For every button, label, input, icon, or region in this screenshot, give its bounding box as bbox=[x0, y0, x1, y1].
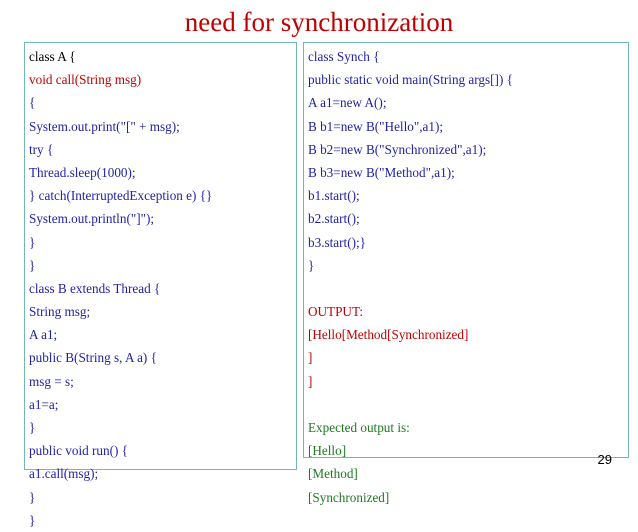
slide-title: need for synchronization bbox=[184, 7, 454, 37]
code-line: } catch(InterruptedException e) {} bbox=[29, 188, 213, 204]
code-line: Expected output is: bbox=[308, 420, 410, 435]
code-line: System.out.println("]"); bbox=[29, 211, 155, 227]
code-line: B b1=new B("Hello",a1); bbox=[308, 118, 444, 134]
code-line: [Hello[Method[Synchronized] bbox=[308, 327, 469, 343]
code-line: B b3=new B("Method",a1); bbox=[308, 164, 455, 180]
code-line: class A { bbox=[29, 49, 76, 64]
code-line: a1.call(msg); bbox=[29, 466, 99, 482]
code-line: ] bbox=[308, 350, 313, 366]
code-line: try { bbox=[29, 141, 54, 157]
code-line: Thread.sleep(1000); bbox=[29, 164, 136, 180]
code-line: } bbox=[29, 489, 36, 505]
left-code-box bbox=[24, 42, 297, 528]
code-line: [Synchronized] bbox=[308, 489, 390, 505]
code-line: class Synch { bbox=[308, 49, 380, 64]
code-line: void call(String msg) bbox=[29, 72, 142, 88]
code-line: msg = s; bbox=[29, 373, 74, 389]
code-line: public static void main(String args[]) { bbox=[308, 72, 513, 88]
code-line: a1=a; bbox=[29, 396, 59, 412]
code-line: b1.start(); bbox=[308, 188, 360, 204]
code-line: } bbox=[29, 420, 36, 435]
code-line: A a1; bbox=[29, 327, 58, 343]
left-code-listing bbox=[25, 43, 296, 532]
code-line: [Hello] bbox=[308, 443, 347, 459]
code-line: class B extends Thread { bbox=[29, 280, 161, 296]
code-line: ] bbox=[308, 373, 313, 389]
code-line: } bbox=[308, 257, 315, 273]
code-line: b3.start();} bbox=[308, 234, 366, 250]
code-line bbox=[308, 393, 628, 416]
code-line: OUTPUT: bbox=[308, 304, 364, 320]
code-line: } bbox=[29, 234, 36, 250]
code-line: public B(String s, A a) { bbox=[29, 350, 157, 366]
code-line: } bbox=[29, 512, 36, 528]
code-line: B b2=new B("Synchronized",a1); bbox=[308, 141, 487, 157]
code-line bbox=[308, 277, 628, 300]
right-code-listing bbox=[304, 43, 628, 509]
code-line: A a1=new A(); bbox=[308, 95, 387, 111]
page-number: 29 bbox=[597, 452, 612, 467]
code-line: [Method] bbox=[308, 466, 358, 482]
code-line: System.out.print("[" + msg); bbox=[29, 118, 180, 134]
code-line: b2.start(); bbox=[308, 211, 360, 227]
code-line: String msg; bbox=[29, 304, 91, 320]
code-line: public void run() { bbox=[29, 443, 128, 459]
code-line: } bbox=[29, 257, 36, 273]
code-line: { bbox=[29, 95, 36, 111]
